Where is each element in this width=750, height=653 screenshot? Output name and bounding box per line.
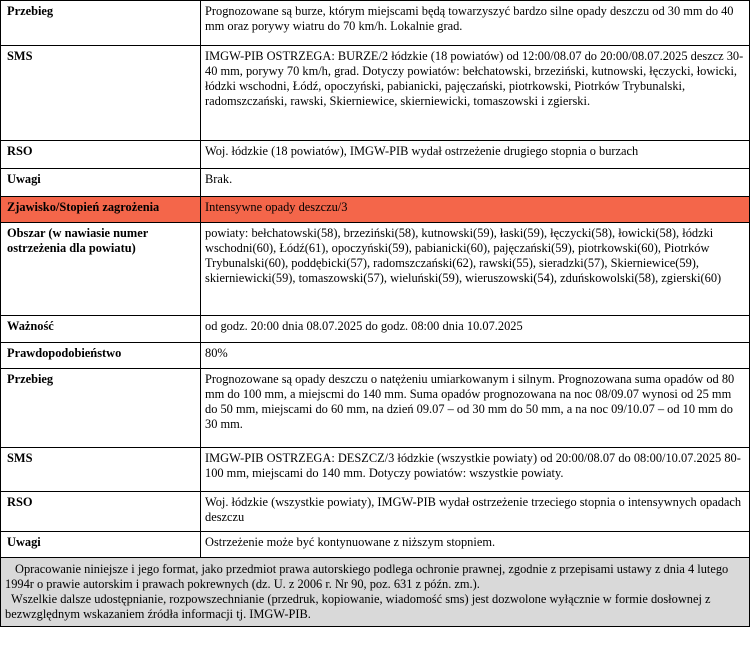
row-value: od godz. 20:00 dnia 08.07.2025 do godz. 08:00 dnia 10.07.2025 <box>201 316 750 343</box>
row-value: Woj. łódzkie (18 powiatów), IMGW-PIB wydał ostrzeżenie drugiego stopnia o burzach <box>201 141 750 169</box>
row-label: Przebieg <box>1 1 201 46</box>
row-rso-1 <box>1 141 750 169</box>
row-hazard-level <box>1 197 750 223</box>
row-value: IMGW-PIB OSTRZEGA: BURZE/2 łódzkie (18 powiatów) od 12:00/08.07 do 20:00/08.07.2025 deszcz 30-40 mm, porywy 70 km/h, grad. Dotyczy powiatów: bełchatowski, brzeziński, kutnowski, łęczycki, łowicki, łódzki wschodni, Łódź, opoczyński, pabianicki, pajęczański, piotrkowski, Piotrków Trybunalski, radomszczański, rawski, Skierniewice, skierniewicki, tomaszowski i zgierski. <box>201 46 750 141</box>
row-label: Prawdopodobieństwo <box>1 343 201 369</box>
distribution-paragraph: Wszelkie dalsze udostępnianie, rozpowszechnianie (przedruk, kopiowanie, wiadomość sms) jest dozwolone wyłącznie w formie dosłownej z bezwzględnym wskazaniem źródła informacji tj. IMGW-PIB. <box>5 592 711 621</box>
row-label: Uwagi <box>1 169 201 197</box>
row-value: IMGW-PIB OSTRZEGA: DESZCZ/3 łódzkie (wszystkie powiaty) od 20:00/08.07 do 08:00/10.07.2025 80-100 mm, miejscami do 140 mm. Dotyczy powiatów: wszystkie powiaty. <box>201 448 750 492</box>
row-obszar <box>1 223 750 316</box>
row-value: 80% <box>201 343 750 369</box>
row-rso-2 <box>1 492 750 532</box>
row-prawdopodobienstwo <box>1 343 750 369</box>
row-uwagi-2 <box>1 532 750 558</box>
row-value: Brak. <box>201 169 750 197</box>
row-value: Prognozowane są opady deszczu o natężeniu umiarkowanym i silnym. Prognozowana suma opadów od 80 mm do 100 mm, a miejscmi do 140 mm. Suma opadów prognozowana na noc 08/09.07 wynosi od 25 mm do 50 mm, miejscami do 60 mm, na dzień 09.07 – od 30 mm do 50 mm, a na noc 09/10.07 – od 10 mm do 30 mm. <box>201 369 750 448</box>
row-label: Uwagi <box>1 532 201 558</box>
row-value: powiaty: bełchatowski(58), brzeziński(58), kutnowski(59), łaski(59), łęczycki(58), łowicki(58), łódzki wschodni(60), Łódź(61), opoczyński(59), pabianicki(60), pajęczański(59), piotrkowski(60), Piotrków Trybunalski(60), poddębicki(57), radomszczański(62), rawski(55), sieradzki(57), Skierniewice(59), skierniewicki(59), tomaszowski(57), wieluński(59), wieruszowski(54), zduńskowolski(58), zgierski(60) <box>201 223 750 316</box>
row-sms-1 <box>1 46 750 141</box>
row-waznosc <box>1 316 750 343</box>
row-label: SMS <box>1 46 201 141</box>
row-value: Intensywne opady deszczu/3 <box>201 197 750 223</box>
row-label: SMS <box>1 448 201 492</box>
row-label: RSO <box>1 492 201 532</box>
copyright-footer <box>0 558 750 627</box>
row-value: Ostrzeżenie może być kontynuowane z niższym stopniem. <box>201 532 750 558</box>
row-label: Obszar (w nawiasie numer ostrzeżenia dla powiatu) <box>1 223 201 316</box>
row-sms-2 <box>1 448 750 492</box>
row-label: Przebieg <box>1 369 201 448</box>
row-przebieg-1 <box>1 1 750 46</box>
copyright-paragraph: Opracowanie niniejsze i jego format, jako przedmiot prawa autorskiego podlega ochronie prawnej, zgodnie z przepisami ustawy z dnia 4 lutego 1994r o prawie autorskim i prawach pokrewnych (dz. U. z 2006 r. Nr 90, poz. 631 z późn. zm.). <box>5 562 729 591</box>
row-label: RSO <box>1 141 201 169</box>
row-label: Ważność <box>1 316 201 343</box>
row-label: Zjawisko/Stopień zagrożenia <box>1 197 201 223</box>
row-value: Woj. łódzkie (wszystkie powiaty), IMGW-PIB wydał ostrzeżenie trzeciego stopnia o intensywnych opadach deszczu <box>201 492 750 532</box>
row-przebieg-2 <box>1 369 750 448</box>
row-uwagi-1 <box>1 169 750 197</box>
row-value: Prognozowane są burze, którym miejscami będą towarzyszyć bardzo silne opady deszczu od 30 mm do 40 mm oraz porywy wiatru do 70 km/h. Lokalnie grad. <box>201 1 750 46</box>
